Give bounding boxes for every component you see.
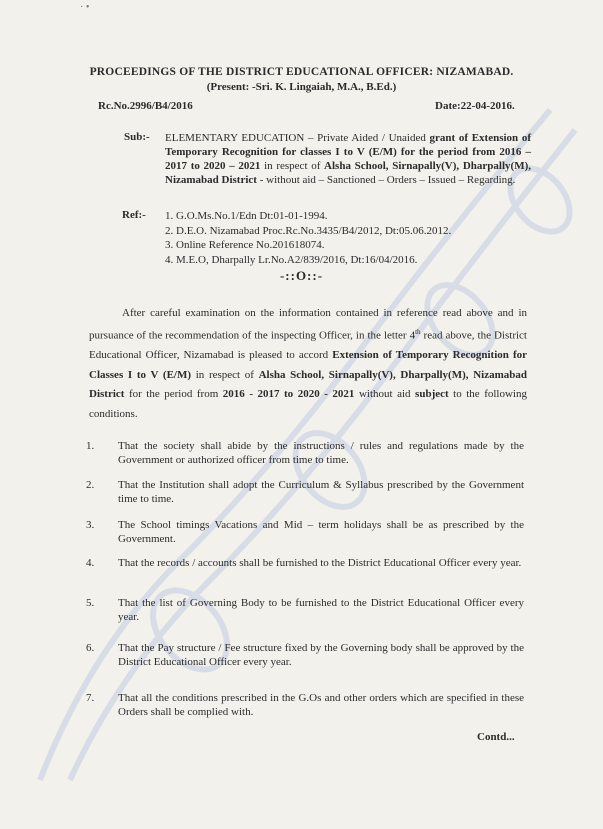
paragraph-text: in respect of <box>191 368 259 381</box>
references-label: Ref:- <box>122 209 146 221</box>
order-paragraph <box>89 304 527 424</box>
subject-bold: grant of Extension of Temporary Recognition for classes I to V (E/M) for the period from 2016 – 2017 to 2020 – 2021 <box>165 132 532 172</box>
condition-number: 3. <box>86 519 95 531</box>
paragraph-text: read above, the District Educational Officer, Nizamabad is pleased to accord <box>89 330 527 362</box>
reference-item: 1. G.O.Ms.No.1/Edn Dt:01-01-1994. <box>165 210 328 222</box>
document-date: Date:22-04-2016. <box>435 100 515 112</box>
condition-number: 1. <box>86 440 95 452</box>
paragraph-text: to the following conditions. <box>89 388 527 420</box>
condition-text: That the Pay structure / Fee structure fixed by the Governing body shall be approved by the District Educational Officer every year. <box>118 642 524 668</box>
paragraph-text: for the period from <box>124 388 223 401</box>
subject-label: Sub:- <box>124 131 150 143</box>
condition-text: That all the conditions prescribed in the G.Os and other orders which are specified in these Orders shall be complied with. <box>118 692 524 718</box>
paragraph-period: 2016 - 2017 to 2020 - 2021 <box>222 388 355 401</box>
condition-number: 4. <box>86 557 95 569</box>
subject-school: Alsha School, Sirnapally(V), Dharpally(M), Nizamabad District <box>165 160 531 186</box>
condition-text: That the society shall abide by the instructions / rules and regulations made by the Government or authorized officer from time to time. <box>118 440 524 466</box>
condition-text: That the records / accounts shall be furnished to the District Educational Officer every year. <box>118 557 522 569</box>
reference-item: 3. Online Reference No.201618074. <box>165 239 325 251</box>
reference-item: 2. D.E.O. Nizamabad Proc.Rc.No.3435/B4/2012, Dt:05.06.2012. <box>165 224 452 237</box>
condition-number: 5. <box>86 597 95 609</box>
subject-part: ELEMENTARY EDUCATION – Private Aided / Unaided <box>165 132 430 144</box>
section-separator: -::O::- <box>279 268 324 283</box>
condition-number: 2. <box>86 479 95 491</box>
paragraph-bold: subject <box>415 388 449 401</box>
paragraph-text: After careful examination on the information contained in reference read above and in pursuance of the recommendation of the inspecting Officer, in the letter 4 <box>89 307 527 343</box>
subject-part: in respect of <box>260 160 325 172</box>
references-list <box>165 209 505 267</box>
subject-part: - without aid – Sanctioned – Orders – Issued – Regarding. <box>256 174 516 186</box>
reference-number: Rc.No.2996/B4/2016 <box>98 100 193 112</box>
condition-text: That the Institution shall adopt the Curriculum & Syllabus prescribed by the Government time to time. <box>118 479 524 505</box>
officer-present: (Present: -Sri. K. Lingaiah, M.A., B.Ed.) <box>206 81 397 93</box>
paragraph-text: without aid <box>354 388 416 401</box>
paragraph-school: Alsha School, Sirnapally(V), Dharpally(M), Nizamabad District <box>89 368 527 401</box>
condition-text: The School timings Vacations and Mid – term holidays shall be as prescribed by the Government. <box>118 519 524 545</box>
scan-marks: · • <box>80 2 90 13</box>
condition-text: That the list of Governing Body to be furnished to the District Educational Officer every year. <box>118 597 524 623</box>
superscript: th <box>415 328 421 337</box>
condition-number: 6. <box>86 642 95 654</box>
continued-marker: Contd... <box>477 731 515 743</box>
reference-item: 4. M.E.O, Dharpally Lr.No.A2/839/2016, Dt:16/04/2016. <box>165 253 418 266</box>
condition-number: 7. <box>86 692 95 704</box>
document-title: PROCEEDINGS OF THE DISTRICT EDUCATIONAL OFFICER: NIZAMABAD. <box>89 66 514 78</box>
subject-text <box>165 131 531 187</box>
paragraph-bold: Extension of Temporary Recognition for Classes I to V (E/M) <box>89 349 527 381</box>
